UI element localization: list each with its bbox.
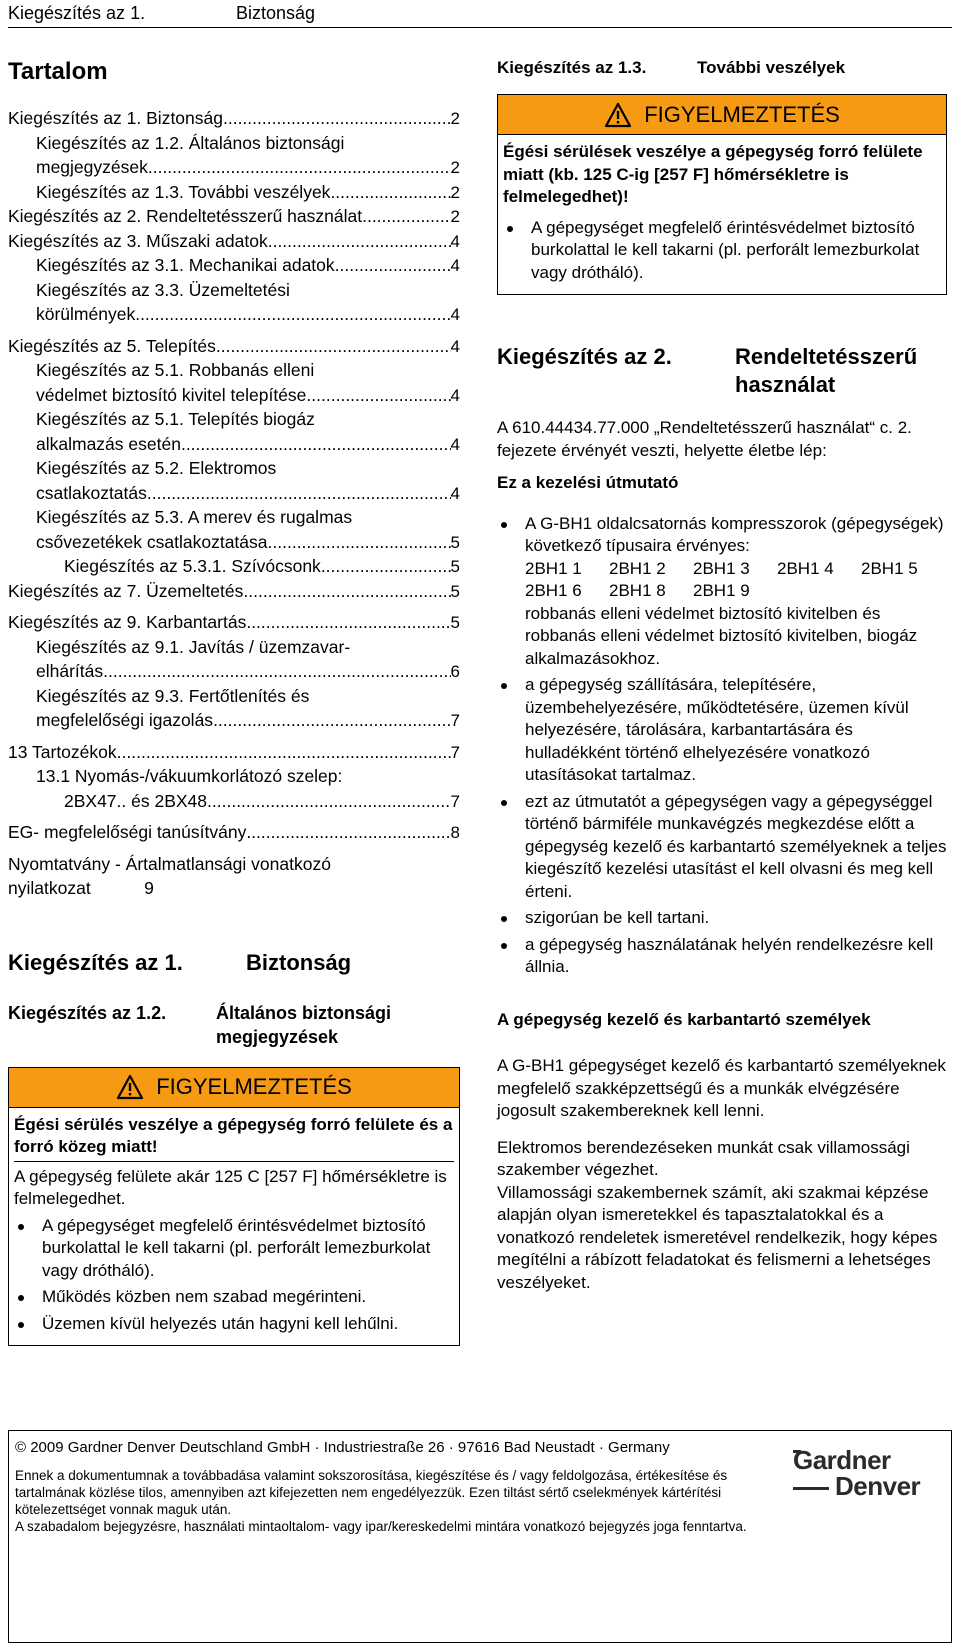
toc-entry[interactable]: megjegyzések......... ..... 2: [8, 155, 460, 180]
section-heading-1-2: [8, 1001, 468, 1049]
type-code: 2BH1 6: [525, 581, 582, 600]
section-title: Biztonság: [246, 949, 352, 975]
list-item: A gépegységet megfelelő érintésvédelmet biztosító burkolattal le kell takarni (pl. perforált lemezburkolat vagy drótháló).: [503, 217, 941, 285]
toc-entry-line: 13.1 Nyomás-/vákuumkorlátozó szelep:: [36, 766, 343, 786]
personnel-heading: A gépegység kezelő és karbantartó személyek: [497, 1009, 871, 1029]
list-item: a gépegység szállítására, telepítésére, üzembehelyezésére, működtetésére, üzemen kívül helyezésére, tárolására, karbantartására és hulladékként történő elhelyezésére vonatkozó utasításokat tartalmaz.: [497, 674, 952, 787]
list-item: ezt az útmutatót a gépegységen vagy a gépegységgel történő bármiféle munkavégzés megkezdése előtt a gépegység kezelő és karbantartó személyeknek a teljes kiegészítő kezelési utasítást el kell olvasni és meg kell érteni.: [497, 791, 952, 904]
toc-entry-line: Kiegészítés az 5.1. Telepítés biogáz: [36, 409, 315, 429]
page-footer: [8, 1430, 952, 1643]
toc-entry[interactable]: Kiegészítés az 1. Biztonság ..... 2: [8, 106, 460, 131]
electrical-paragraph: Elektromos berendezéseken munkát csak villamossági szakember végezhet.: [497, 1137, 910, 1179]
toc-entry-line: Kiegészítés az 9.1. Javítás / üzemzavar-: [36, 636, 351, 657]
type-list-tail: robbanás elleni védelmet biztosító kivitelben és robbanás elleni védelmet biztosító kivitelben, biogáz alkalmazásokhoz.: [525, 603, 918, 668]
warning-header: [498, 95, 946, 135]
logo-word: Denver: [835, 1471, 921, 1501]
toc-entry[interactable]: megfelelőségi igazolás ..... 7: [8, 708, 460, 733]
type-code: 2BH1 4: [777, 558, 834, 578]
section-heading-2: [497, 343, 952, 399]
type-code: 2BH1 1: [525, 558, 582, 578]
toc-entry-line: Kiegészítés az 5.3. A merev és rugalmas: [36, 507, 353, 527]
warning-list: [14, 1215, 454, 1336]
warning-triangle-icon: [116, 1074, 144, 1100]
toc-entry[interactable]: Kiegészítés az 3.1. Mechanikai adatok ..... 4: [8, 253, 460, 278]
copyright-text: © 2009 Gardner Denver Deutschland GmbH · Industriestraße 26 · 97616 Bad Neustadt · Germany: [15, 1439, 670, 1456]
toc-entry[interactable]: Kiegészítés az 5.3.1. Szívócsonk ..... 5: [8, 554, 460, 579]
section-heading-1: [8, 949, 468, 977]
legal-paragraph: Ennek a dokumentumnak a továbbadása valamint sokszorosítása, kiegészítése és / vagy feldolgozása, értékesítése és tartalmának közlése tilos, amennyiben azt kifejezetten nem engedélyezzük. Ezen tiltást sértő cselekmények kártérítési kötelezettséget vonnak maguk után.: [15, 1468, 728, 1517]
warning-triangle-icon: [604, 102, 632, 128]
toc-entry[interactable]: Kiegészítés az 7. Üzemeltetés ..... 5: [8, 579, 460, 604]
toc-entry[interactable]: körülmények......... ..... 4: [8, 302, 460, 327]
type-code: 2BH1 9: [693, 581, 750, 600]
header-section-number: Kiegészítés az 1.: [8, 3, 146, 23]
warning-title: FIGYELMEZTETÉS: [644, 101, 840, 127]
list-item: a gépegység használatának helyén rendelkezésre kell állnia.: [497, 934, 952, 979]
warning-title: FIGYELMEZTETÉS: [156, 1074, 352, 1099]
toc-entry[interactable]: Kiegészítés az 1.3. További veszélyek ..... 2: [8, 180, 460, 205]
section-number: Kiegészítés az 1.: [8, 949, 183, 975]
warning-body: [498, 135, 946, 294]
toc-entry[interactable]: Kiegészítés az 3. Műszaki adatok ..... 4: [8, 229, 460, 254]
warning-box: [8, 1067, 460, 1347]
toc-entry[interactable]: 2BX47.. és 2BX48.. ..... 7: [8, 789, 460, 814]
toc-entry[interactable]: csővezetékek csatlakoztatása ..... 5: [8, 530, 460, 555]
toc-entry[interactable]: csatlakoztatás......... ..... 4: [8, 481, 460, 506]
left-column: [8, 50, 468, 1346]
list-item: szigorúan be kell tartani.: [497, 907, 952, 930]
toc-entry-line: nyilatkozat 9: [8, 878, 154, 898]
toc-title: Tartalom: [8, 58, 108, 85]
section-title: Rendeltetésszerű használat: [735, 344, 918, 397]
section-heading-1-3: [497, 56, 952, 80]
toc-entry-line: Nyomtatvány - Ártalmatlansági vonatkozó: [8, 853, 331, 874]
legal-notice: [15, 1467, 760, 1535]
toc-entry-line: Kiegészítés az 9.3. Fertőtlenítés és: [36, 685, 310, 706]
toc-entry[interactable]: elhárítás ..... 6: [8, 659, 460, 684]
warning-description: A gépegység felülete akár 125 C [257 F] hőmérsékletre is felmelegedhet.: [14, 1166, 447, 1208]
gardner-denver-logo: [793, 1445, 943, 1505]
list-item: A gépegységet megfelelő érintésvédelmet biztosító burkolattal le kell takarni (pl. perforált lemezburkolat vagy drótháló).: [14, 1215, 454, 1283]
type-code: 2BH1 3: [693, 558, 750, 578]
section-title: További veszélyek: [697, 58, 846, 77]
section-number: Kiegészítés az 1.3.: [497, 58, 647, 77]
list-item: A G-BH1 oldalcsatornás kompresszorok (gépegységek) következő típusaira érvényes: 2BH1 1 2BH1 2 2BH1 3 2BH1 4 2BH1 5 2BH1 6 2BH1 8 2BH1 9 robbanás elleni védelmet biztosító kivitelben és robbanás elleni védelmet biztosító kivitelben, biogáz alkalmazásokhoz.: [497, 513, 952, 671]
type-code: 2BH1 8: [609, 581, 666, 600]
electrician-definition: Villamossági szakembernek számít, aki szakmai képzése alapján olyan ismeretekkel és tapasztalatokkal és a vonatkozó rendeletek ismeretével rendelkezik, hogy képes megítélni a rábízott feladatokat és felismerni a lehetséges veszélyeket.: [497, 1182, 938, 1292]
type-list: [525, 558, 945, 603]
page-header: [8, 0, 952, 28]
toc-entry[interactable]: Kiegészítés az 2. Rendeltetésszerű használat ..... 2: [8, 204, 460, 229]
header-section-title: Biztonság: [236, 3, 316, 23]
toc-entry-line: Kiegészítés az 1.2. Általános biztonsági: [36, 132, 345, 153]
personnel-paragraph: A G-BH1 gépegységet kezelő és karbantartó személyeknek megfelelő szakképzettségű és a munkák elvégzésére jogosult szakembereknek kell lenni.: [497, 1056, 946, 1120]
manual-scope-list: [497, 513, 952, 979]
toc-entry[interactable]: alkalmazás esetén ..... 4: [8, 432, 460, 457]
toc-entry[interactable]: Kiegészítés az 9. Karbantartás ..... 5: [8, 610, 460, 635]
section-title: Általános biztonsági megjegyzések: [216, 1002, 392, 1047]
toc-entry[interactable]: EG- megfelelőségi tanúsítvány ..... 8: [8, 820, 460, 845]
list-item: Üzemen kívül helyezés után hagyni kell lehűlni.: [14, 1313, 454, 1336]
logo-word: Gardner: [793, 1445, 891, 1475]
intro-paragraph: A 610.44434.77.000 „Rendeltetésszerű használat“ c. 2. fejezete érvényét veszti, helyette életbe lép:: [497, 418, 912, 460]
subheading: Ez a kezelési útmutató: [497, 473, 679, 492]
toc-entry[interactable]: védelmet biztosító kivitel telepítése ..... 4: [8, 383, 460, 408]
warning-hazard-text: Égési sérülés veszélye a gépegység forró felülete és a forró közeg miatt!: [14, 1114, 454, 1162]
list-item: Működés közben nem szabad megérinteni.: [14, 1286, 454, 1309]
legal-paragraph: A szabadalom bejegyzésre, használati mintaoltalom- vagy ipar/kereskedelmi mintára vonatkozó bejegyzés joga fenntartva.: [15, 1519, 747, 1534]
toc-entry[interactable]: 13 Tartozékok ..... 7: [8, 740, 460, 765]
right-column: [497, 50, 952, 1294]
warning-hazard-text: Égési sérülések veszélye a gépegység forró felülete miatt (kb. 125 C-ig [257 F] hőmérsékletre is felmelegedhet)!: [503, 142, 923, 206]
toc-entry-line: Kiegészítés az 5.2. Elektromos: [36, 458, 277, 478]
toc-entry[interactable]: Kiegészítés az 5. Telepítés ..... 4: [8, 334, 460, 359]
warning-list: [503, 217, 941, 285]
section-number: Kiegészítés az 1.2.: [8, 1002, 167, 1023]
section-number: Kiegészítés az 2.: [497, 344, 672, 369]
type-code: 2BH1 5: [861, 558, 918, 578]
table-of-contents: [8, 106, 468, 901]
warning-box: [497, 94, 947, 295]
warning-body: [9, 1108, 459, 1346]
type-code: 2BH1 2: [609, 558, 666, 578]
warning-header: [9, 1068, 459, 1108]
toc-entry-line: Kiegészítés az 3.3. Üzemeltetési: [36, 279, 290, 300]
toc-entry-line: Kiegészítés az 5.1. Robbanás elleni: [36, 360, 315, 380]
